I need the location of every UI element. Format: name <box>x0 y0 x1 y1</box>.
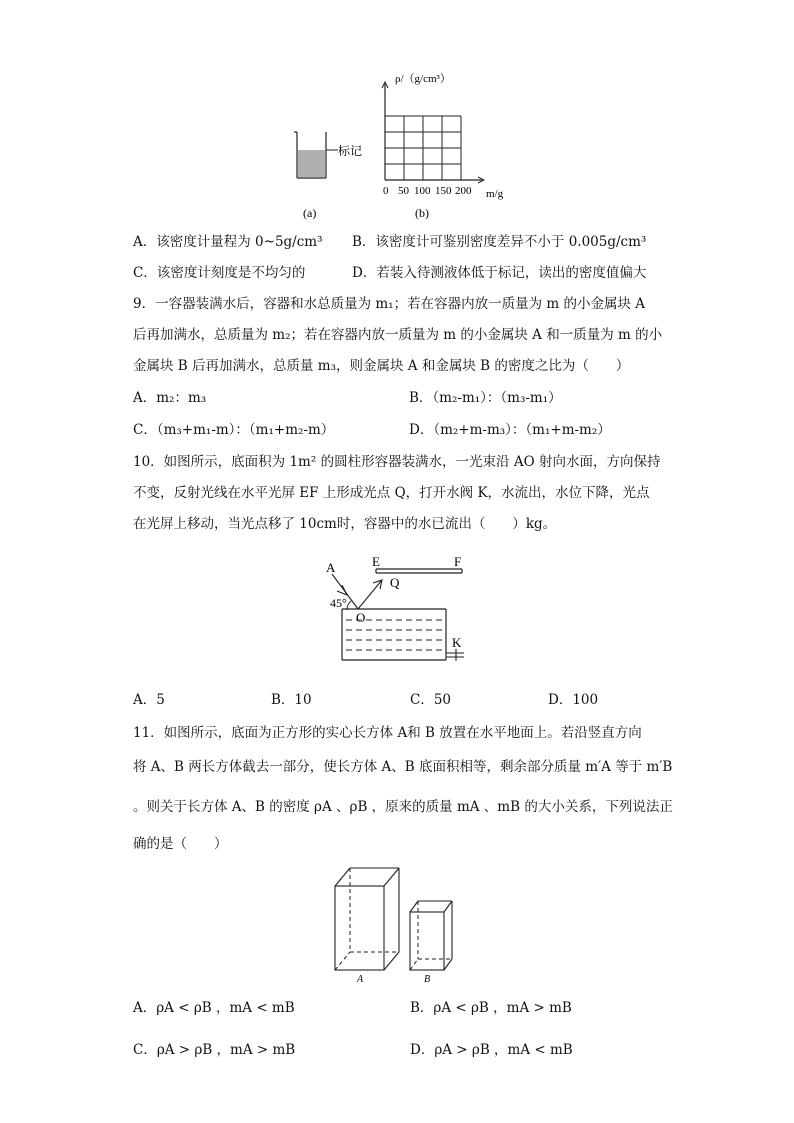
q9-stem-line3: 金属块 B 后再加满水，总质量 m₃，则金属块 A 和金属块 B 的密度之比为（ ） <box>133 358 630 374</box>
angle-label: 45° <box>330 596 347 610</box>
label-k: K <box>452 635 462 650</box>
x-tick-150: 150 <box>435 185 452 197</box>
q11-option-b: B．ρA < ρB ，mA > mB <box>410 1000 572 1016</box>
q11-option-a: A．ρA < ρB ，mA < mB <box>133 1000 295 1016</box>
x-axis-label: m/g <box>486 188 504 200</box>
q9-option-a: A．m₂：m₃ <box>133 390 207 406</box>
label-f: F <box>454 554 462 569</box>
q10-stem-line2: 不变，反射光线在水平光屏 EF 上形成光点 Q，打开水阀 K，水流出，水位下降，光点 <box>133 485 650 501</box>
q10-option-d: D．100 <box>548 692 599 708</box>
caption-a: (a) <box>303 206 317 220</box>
label-q: Q <box>390 575 400 590</box>
q9-stem-line1: 9．一容器装满水后，容器和水总质量为 m₁；若在容器内放一质量为 m 的小金属块 A <box>133 296 646 312</box>
mark-label: 标记 <box>338 144 363 158</box>
figure-q8 <box>280 66 520 226</box>
label-box-a: A <box>357 974 364 985</box>
q11-option-d: D．ρA > ρB ，mA < mB <box>410 1042 573 1058</box>
x-tick-0: 0 <box>383 185 389 197</box>
q8-option-b: B．该密度计可鉴别密度差异不小于 0.005g/cm³ <box>352 234 647 250</box>
density-graph <box>382 82 484 183</box>
q11-stem-line1: 11．如图所示，底面为正方形的实心长方体 A和 B 放置在水平地面上。若沿竖直方向 <box>133 725 642 741</box>
figure-q11 <box>330 858 470 988</box>
q9-option-d: D．（m₂+m-m₃）：（m₁+m-m₂） <box>409 422 611 438</box>
q8-option-d: D．若装入待测液体低于标记，读出的密度值偏大 <box>352 265 647 281</box>
y-axis-label: ρ/（g/cm³） <box>395 73 451 85</box>
q10-option-b: B．10 <box>271 692 312 708</box>
q9-option-c: C．（m₃+m₁-m）：（m₁+m₂-m） <box>133 422 335 438</box>
q8-option-a: A．该密度计量程为 0~5g/cm³ <box>133 234 323 250</box>
q11-stem-line3: 。则关于长方体 A、B 的密度 ρA 、ρB ，原来的质量 mA 、mB 的大小关系，下列说法正 <box>133 799 673 815</box>
q11-stem-line4: 确的是（ ） <box>133 836 228 852</box>
beaker-figure <box>294 132 338 178</box>
x-tick-200: 200 <box>455 185 472 197</box>
q9-stem-line2: 后再加满水，总质量为 m₂；若在容器内放一质量为 m 的小金属块 A 和一质量为 m 的小 <box>133 327 663 343</box>
q10-stem-line1: 10．如图所示，底面积为 1m² 的圆柱形容器装满水，一光束沿 AO 射向水面，方向保持 <box>133 454 661 470</box>
x-tick-50: 50 <box>398 185 409 197</box>
q11-option-c: C．ρA > ρB ，mA > mB <box>133 1042 296 1058</box>
q10-option-c: C．50 <box>410 692 452 708</box>
caption-b: (b) <box>415 206 429 220</box>
label-box-b: B <box>424 974 431 985</box>
q11-stem-line2: 将 A、B 两长方体截去一部分，使长方体 A、B 底面积相等，剩余部分质量 m′A 等于 m′B <box>133 759 673 775</box>
x-tick-100: 100 <box>414 185 431 197</box>
q8-option-c: C．该密度计刻度是不均匀的 <box>133 265 306 281</box>
label-o: O <box>356 610 366 625</box>
figure-q10 <box>320 550 480 670</box>
q10-option-a: A．5 <box>133 692 165 708</box>
q9-option-b: B．（m₂-m₁）：（m₃-m₁） <box>409 390 562 406</box>
q10-stem-line3: 在光屏上移动，当光点移了 10cm时，容器中的水已流出（ ）kg。 <box>133 516 557 532</box>
label-e: E <box>372 554 380 569</box>
label-a: A <box>326 560 336 575</box>
